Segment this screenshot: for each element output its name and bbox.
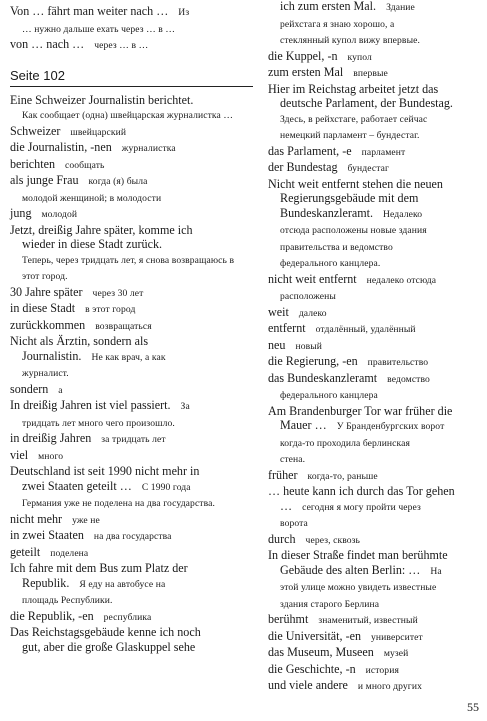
german-text: Eine Schweizer Journalistin berichtet.	[10, 92, 194, 107]
german-text: früher	[268, 467, 298, 482]
german-text: in diese Stadt	[10, 301, 76, 315]
vocab-entry	[10, 206, 253, 223]
vocab-entry	[268, 239, 480, 256]
vocab-entry	[268, 338, 480, 355]
russian-translation: Как сообщает (одна) швейцарская журналистка …	[22, 110, 234, 121]
russian-translation: республика	[103, 611, 152, 623]
german-text: jung	[10, 206, 32, 220]
vocab-entry	[268, 612, 480, 629]
russian-translation: швейцарский	[70, 126, 127, 138]
russian-translation: федерального канцлера	[280, 390, 378, 401]
russian-translation: купол	[347, 51, 372, 63]
vocab-entry	[268, 272, 480, 289]
russian-translation: на два государства	[93, 531, 172, 542]
german-text: zurückkommen	[10, 317, 86, 332]
german-text: Von … fährt man weiter nach …	[10, 4, 169, 18]
russian-translation: отдалённый, удалённый	[315, 324, 416, 335]
vocab-entry	[10, 173, 253, 190]
german-text: nicht weit entfernt	[268, 271, 357, 286]
german-text: und viele andere	[268, 678, 348, 692]
vocab-entry	[10, 431, 253, 448]
vocab-entry	[268, 678, 480, 695]
section-title: Seite 102	[10, 67, 65, 83]
russian-translation: в этот город	[85, 304, 136, 315]
vocab-entry	[10, 545, 253, 562]
russian-translation: когда-то проходила берлинская	[280, 437, 411, 449]
russian-translation: сообщать	[65, 159, 105, 171]
vocab-entry	[268, 321, 480, 338]
russian-translation: На	[430, 565, 442, 577]
german-text: geteilt	[10, 544, 41, 559]
vocab-entry	[10, 4, 253, 21]
vocab-entry	[10, 285, 253, 302]
german-text: Hier im Reichstag arbeitet jetzt das	[268, 81, 439, 96]
russian-translation: история	[365, 664, 399, 676]
german-text: Schweizer	[10, 123, 61, 138]
russian-translation: ведомство	[387, 373, 430, 385]
german-text: weit	[268, 304, 289, 319]
german-text: Mauer …	[280, 418, 327, 432]
vocab-entry	[268, 418, 480, 435]
russian-translation: поделена	[50, 547, 89, 559]
german-text: 30 Jahre später	[10, 284, 83, 299]
vocab-entry	[268, 160, 480, 177]
russian-translation: отсюда расположены новые здания	[280, 225, 427, 236]
german-text: Regierungsgebäude mit dem	[280, 191, 419, 205]
left-top-entries	[10, 4, 253, 54]
vocab-entry	[10, 479, 253, 496]
vocab-entry	[10, 448, 253, 465]
german-text: sondern	[10, 381, 49, 396]
vocab-entry	[10, 237, 253, 252]
german-text: … heute kann ich durch das Tor gehen	[268, 484, 455, 498]
vocab-entry	[268, 49, 480, 66]
vocab-entry	[10, 318, 253, 335]
german-text: die Journalistin, -nen	[10, 140, 112, 154]
vocab-entry	[10, 140, 253, 157]
vocab-entry	[268, 127, 480, 144]
vocab-entry	[10, 512, 253, 529]
vocab-entry	[268, 629, 480, 646]
russian-translation: за тридцать лет	[101, 434, 166, 445]
german-text: nicht mehr	[10, 511, 63, 526]
right-main-entries	[268, 0, 480, 695]
russian-translation: площадь Республики.	[22, 595, 113, 606]
russian-translation: через 30 лет	[92, 287, 144, 299]
russian-translation: Здание	[386, 2, 415, 13]
russian-translation: правительства и ведомство	[280, 241, 393, 253]
german-text: berichten	[10, 156, 55, 171]
vocab-entry	[268, 435, 480, 452]
vocab-entry	[268, 563, 480, 580]
russian-translation: Из	[178, 7, 190, 18]
russian-translation: ворота	[280, 518, 308, 529]
russian-translation: а	[58, 384, 63, 396]
russian-translation: тридцать лет много чего произошло.	[22, 417, 175, 429]
german-text: die Republik, -en	[10, 608, 94, 623]
russian-translation: журналистка	[121, 143, 176, 154]
russian-translation: Теперь, через тридцать лет, я снова возвращаюсь в этот город.	[22, 254, 235, 282]
russian-translation: молодой	[41, 209, 78, 220]
russian-translation: правительство	[367, 357, 429, 368]
vocab-entry	[268, 32, 480, 49]
vocab-entry	[268, 82, 480, 97]
german-text: die Regierung, -en	[268, 354, 358, 368]
russian-translation: когда-то, раньше	[307, 470, 378, 482]
russian-translation: За	[180, 401, 190, 412]
vocab-entry	[10, 415, 253, 432]
german-text: das Parlament, -e	[268, 143, 352, 158]
russian-translation: журналист.	[22, 368, 69, 379]
german-text: Nicht weit entfernt stehen die neuen	[268, 176, 443, 191]
russian-translation: … нужно дальше ехать через … в …	[22, 23, 176, 35]
russian-translation: знаменитый, известный	[318, 615, 418, 626]
russian-translation: немецкий парламент – бундестаг.	[280, 130, 420, 141]
vocab-entry	[10, 640, 253, 655]
russian-translation: стеклянный купол вижу впервые.	[280, 35, 420, 46]
left-column	[10, 4, 253, 654]
vocab-entry	[268, 111, 480, 128]
vocab-entry	[268, 404, 480, 419]
german-text: die Geschichte, -n	[268, 661, 356, 676]
vocab-entry	[10, 223, 253, 238]
german-text: viel	[10, 447, 29, 462]
russian-translation: расположены	[280, 291, 336, 302]
russian-translation: рейхстага я знаю хорошо, а	[280, 18, 395, 30]
russian-translation: парламент	[361, 146, 406, 158]
vocab-entry	[10, 561, 253, 576]
german-text: In dieser Straße findet man berühmte	[268, 548, 448, 562]
russian-translation: возвращаться	[95, 320, 152, 332]
vocab-entry	[10, 365, 253, 382]
vocab-entry	[268, 662, 480, 679]
vocab-entry	[268, 16, 480, 33]
vocab-entry	[268, 484, 480, 499]
german-text: von … nach …	[10, 37, 85, 51]
german-text: der Bundestag	[268, 160, 338, 174]
vocab-entry	[10, 592, 253, 609]
vocab-entry	[10, 157, 253, 174]
russian-translation: Я еду на автобусе на	[79, 578, 166, 590]
russian-translation: стена.	[280, 454, 306, 465]
german-text: wieder in diese Stadt zurück.	[22, 237, 163, 251]
russian-translation: впервые	[353, 68, 388, 79]
right-column	[268, 0, 480, 695]
german-text: gut, aber die große Glaskuppel sehe	[22, 639, 196, 654]
vocab-entry	[268, 468, 480, 485]
russian-translation: через … в …	[94, 40, 149, 51]
russian-translation: далеко	[298, 307, 327, 319]
vocab-entry	[10, 464, 253, 479]
german-text: ich zum ersten Mal.	[280, 0, 377, 13]
german-text: Nicht als Ärztin, sondern als	[10, 334, 149, 348]
vocab-entry	[10, 124, 253, 141]
german-text: Gebäude des alten Berlin: …	[280, 562, 421, 577]
german-text: die Kuppel, -n	[268, 48, 338, 63]
vocab-entry	[268, 222, 480, 239]
vocab-entry	[10, 398, 253, 415]
section-heading	[10, 68, 253, 87]
section-rule	[10, 86, 253, 87]
russian-translation: Германия уже не поделена на два государства.	[22, 498, 215, 509]
vocab-entry	[268, 255, 480, 272]
vocab-entry	[10, 107, 253, 124]
vocab-entry	[10, 334, 253, 349]
vocab-entry	[268, 288, 480, 305]
vocab-entry	[10, 495, 253, 512]
german-text: als junge Frau	[10, 173, 79, 187]
vocab-entry	[10, 252, 253, 285]
german-text: In dreißig Jahren ist viel passiert.	[10, 398, 171, 412]
russian-translation: молодой женщиной; в молодости	[22, 192, 162, 204]
russian-translation: этой улице можно увидеть известные	[280, 582, 437, 593]
vocab-entry	[10, 93, 253, 108]
vocab-entry	[10, 349, 253, 366]
russian-translation: Недалеко	[383, 208, 423, 220]
russian-translation: новый	[295, 340, 323, 352]
russian-translation: бундестаг	[347, 163, 390, 174]
vocab-entry	[10, 576, 253, 593]
german-text: Das Reichstagsgebäude kenne ich noch	[10, 625, 201, 639]
german-text: durch	[268, 531, 296, 546]
german-text: entfernt	[268, 321, 306, 335]
vocab-entry	[268, 499, 480, 516]
german-text: Republik.	[22, 575, 70, 590]
russian-translation: университет	[371, 631, 423, 643]
vocab-entry	[10, 21, 253, 38]
russian-translation: музей	[383, 648, 409, 659]
german-text: Bundeskanzleramt.	[280, 205, 374, 220]
german-text: zum ersten Mal	[268, 65, 344, 79]
vocab-entry	[268, 96, 480, 111]
vocab-entry	[10, 190, 253, 207]
german-text: die Universität, -en	[268, 628, 362, 643]
page-number: 55	[467, 700, 479, 714]
vocab-entry	[268, 596, 480, 613]
russian-translation: Здесь, в рейхстаге, работает сейчас	[280, 113, 428, 125]
vocab-entry	[10, 382, 253, 399]
vocab-entry	[10, 528, 253, 545]
german-text: berühmt	[268, 612, 309, 626]
russian-translation: когда (я) была	[88, 176, 148, 187]
german-text: Journalistin.	[22, 348, 82, 363]
german-text: deutsche Parlament, der Bundestag.	[280, 96, 453, 110]
vocab-entry	[10, 625, 253, 640]
vocab-entry	[268, 0, 480, 16]
german-text: das Museum, Museen	[268, 645, 374, 659]
russian-translation: федерального канцлера.	[280, 258, 381, 269]
russian-translation: через, сквозь	[305, 534, 361, 546]
vocab-entry	[268, 451, 480, 468]
russian-translation: недалеко отсюда	[366, 274, 437, 286]
german-text: Deutschland ist seit 1990 nicht mehr in	[10, 464, 200, 478]
vocab-entry	[268, 144, 480, 161]
russian-translation: У Бранденбургских ворот	[336, 421, 445, 432]
german-text: Am Brandenburger Tor war früher die	[268, 403, 453, 418]
vocab-entry	[10, 301, 253, 318]
russian-translation: сегодня я могу пройти через	[302, 501, 421, 513]
vocab-entry	[268, 354, 480, 371]
russian-translation: С 1990 года	[141, 481, 191, 493]
german-text: zwei Staaten geteilt …	[22, 478, 132, 493]
vocab-entry	[268, 645, 480, 662]
german-text: in zwei Staaten	[10, 528, 84, 542]
german-text: …	[280, 498, 293, 513]
vocab-entry	[268, 371, 480, 388]
vocab-entry	[268, 532, 480, 549]
vocab-entry	[10, 609, 253, 626]
russian-translation: Не как врач, а как	[91, 351, 166, 363]
vocab-entry	[268, 579, 480, 596]
russian-translation: много	[38, 450, 64, 462]
german-text: das Bundeskanzleramt	[268, 370, 378, 385]
german-text: Jetzt, dreißig Jahre später, komme ich	[10, 222, 193, 237]
german-text: in dreißig Jahren	[10, 431, 92, 445]
vocab-entry	[268, 206, 480, 223]
left-main-entries	[10, 93, 253, 655]
russian-translation: здания старого Берлина	[280, 598, 380, 610]
vocab-entry	[268, 548, 480, 563]
russian-translation: уже не	[72, 514, 100, 526]
vocab-entry	[268, 177, 480, 192]
vocab-entry	[268, 305, 480, 322]
german-text: Ich fahre mit dem Bus zum Platz der	[10, 561, 188, 575]
vocab-entry	[268, 65, 480, 82]
german-text: neu	[268, 337, 286, 352]
vocab-entry	[10, 37, 253, 54]
vocab-entry	[268, 191, 480, 206]
russian-translation: и много других	[357, 681, 422, 692]
vocab-entry	[268, 387, 480, 404]
vocab-entry	[268, 515, 480, 532]
